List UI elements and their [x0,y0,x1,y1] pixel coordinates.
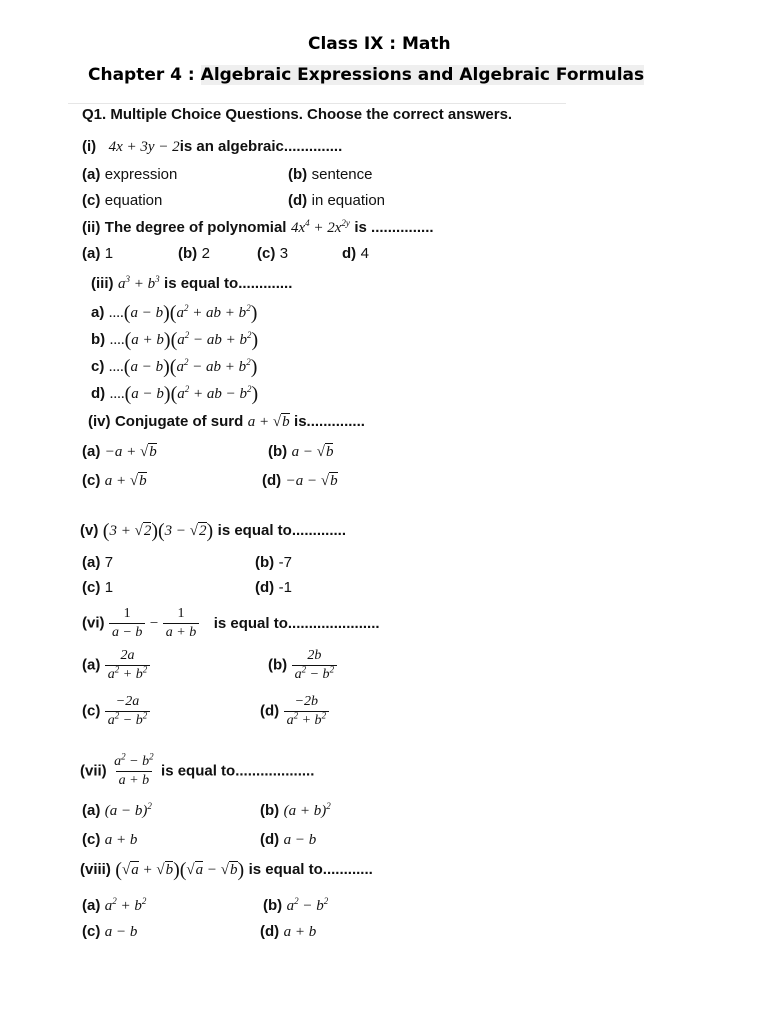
option-d: (d) a − b [260,831,317,848]
question-dots: is equal to................... [161,762,315,780]
math-product-roots: (√a + √b)(√a − √b) [115,859,245,881]
option-a: (a) $\frac{2a}{a^2 + b^2}$ [82,648,150,683]
option-text: expression [104,166,178,183]
question-number: (ii) [82,219,101,236]
option-d: (d) a + b [260,923,317,940]
option-b: (b) $a^2 - b^2$ [263,896,329,914]
option-c: (c) a + b [82,831,138,848]
option-b: b) $....(a + b)(a^2$ − ab + $b^2$) [91,329,259,351]
option-d: (d) -1 [255,579,292,596]
question-6: (vi) $\frac{1}{a - b}$ − $\frac{1}{a + b}$ is equal to...................... [82,606,380,640]
question-number: (v) [80,522,99,539]
option-c: (c) a + √b [82,472,147,489]
question-number: (i) [82,138,97,155]
question-dots: is equal to............. [164,275,293,292]
chapter-prefix: Chapter 4 : [88,65,201,85]
question-4 [88,413,365,431]
chapter-name: Algebraic Expressions and Algebraic Formulas [200,65,645,85]
question-2 [82,219,434,237]
option-c: c) $....(a - b)(a^2$ − ab + $b^2$) [91,356,258,378]
option-c: (c) 1 [82,579,114,596]
question-dots: is ............... [354,219,434,236]
question-text: The degree of polynomial [104,219,287,236]
class-title: Class IX : Math [308,34,451,54]
question-7: (vii) $\frac{a^2 - b^2}{a + b}$ is equal to................... [80,751,315,788]
math-product-surds: (3 + √2)(3 − √2) [102,520,214,542]
question-dots: is equal to...................... [213,614,380,632]
option-c: (c) 3 [257,245,289,262]
option-a: (a) expression [82,166,178,183]
option-d: (d) −a − √b [262,472,338,489]
question-3 [91,275,292,293]
section-title: Q1. Multiple Choice Questions. Choose the correct answers. [82,106,513,123]
option-text: sentence [311,166,373,183]
option-a: (a) 7 [82,554,114,571]
option-b: (b) -7 [255,554,292,571]
question-number: (vi) [82,614,105,632]
option-b: (b) $(a + b)^2$ [260,801,331,819]
option-text: equation [104,192,163,209]
option-d: d) $....(a - b)(a^2$ + ab − $b^2$) [91,383,259,405]
question-number: (vii) [80,762,107,780]
question-dots: is equal to............ [248,861,373,878]
question-dots: is equal to............. [217,522,347,539]
math-polynomial: $4x^4 + 2x^{2y}$ [290,218,350,236]
option-b: (b) sentence [288,166,373,183]
question-5 [80,520,346,543]
option-a: a) $....(a - b)(a^2$ + ab + $b^2$) [91,302,258,324]
question-expression: 4x + 3y − 2 [108,139,180,155]
option-a: (a) 1 [82,245,114,262]
option-a: (a) $a^2 + b^2$ [82,896,147,914]
question-number: (iii) [91,275,114,292]
question-dots: is.............. [294,413,365,430]
question-1 [82,138,342,156]
chapter-title [88,65,644,85]
option-c: (c) equation [82,192,163,209]
option-b: (b) $\frac{2b}{a^2 - b^2}$ [268,648,337,683]
option-a: (a) −a + √b [82,443,157,460]
option-a: (a) $(a - b)^2$ [82,801,152,819]
divider [68,103,566,104]
option-c: (c) $\frac{-2a}{a^2 - b^2}$ [82,694,150,729]
option-text: in equation [311,192,386,209]
option-d: (d) in equation [288,192,386,209]
option-b: (b) 2 [178,245,210,262]
option-d: (d) $\frac{-2b}{a^2 + b^2}$ [260,694,329,729]
question-number: (viii) [80,861,111,878]
question-text: is an algebraic.............. [179,138,343,155]
math-sum-cubes: $a^3 + b^3$ [117,274,160,292]
option-d: d) 4 [342,245,369,262]
option-b: (b) a − √b [268,443,334,460]
math-surd: a + √b [247,414,290,430]
question-number: (iv) [88,413,111,430]
option-c: (c) a − b [82,923,138,940]
question-text: Conjugate of surd [114,413,244,430]
question-8 [80,859,373,882]
